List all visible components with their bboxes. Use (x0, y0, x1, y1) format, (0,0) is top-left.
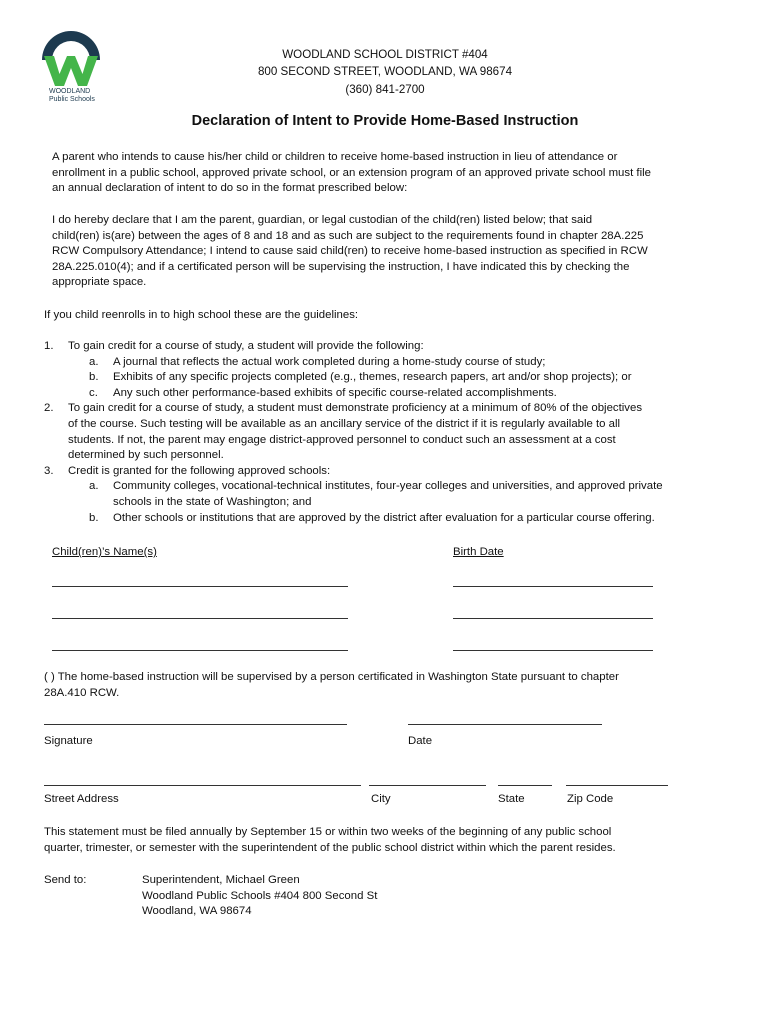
intro-paragraph-1 (52, 150, 722, 197)
sub-letter: a. (89, 355, 99, 368)
street-address-field[interactable] (44, 785, 361, 786)
sub-item (89, 355, 734, 371)
list-item (44, 401, 734, 463)
declaration-paragraph (52, 213, 722, 291)
children-names-label: Child(ren)’s Name(s) (52, 546, 157, 558)
zip-code-label: Zip Code (567, 793, 614, 805)
text-line: quarter, trimester, or semester with the superintendent of the public school district within which the parent resides. (44, 841, 616, 854)
list-number: 2. (44, 402, 54, 415)
list-number: 1. (44, 340, 54, 352)
birth-date-label: Birth Date (453, 546, 504, 558)
list-text (68, 401, 642, 463)
text-line: schools in the state of Washington; and (113, 495, 312, 508)
state-label: State (498, 793, 525, 805)
list-text: Credit is granted for the following approved schools: (68, 464, 331, 477)
child-name-field-2[interactable] (52, 618, 348, 619)
text-line: Superintendent, Michael Green (142, 874, 300, 886)
logo-text-line2: Public Schools (49, 95, 95, 103)
birth-date-field-3[interactable] (453, 650, 653, 651)
sub-text: A journal that reflects the actual work completed during a home-study course of study; (113, 355, 546, 368)
text-line: 28A.410 RCW. (44, 686, 120, 699)
send-to-label: Send to: (44, 874, 87, 886)
birth-date-field-2[interactable] (453, 618, 653, 619)
birth-date-field-1[interactable] (453, 586, 653, 587)
city-field[interactable] (369, 785, 486, 786)
date-field[interactable] (408, 724, 602, 725)
text-line: of the course. Such testing will be available as an ancillary service of the district if it is regularly available to all (68, 417, 621, 430)
signature-field[interactable] (44, 724, 347, 725)
text-line: determined by such personnel. (68, 449, 224, 462)
guidelines-intro: If you child reenrolls in to high school these are the guidelines: (44, 309, 359, 321)
list-number: 3. (44, 464, 54, 477)
text-line: child(ren) is(are) between the ages of 8 and 18 and as such are subject to the requirements found in chapter 28A.225 (52, 229, 644, 242)
text-line: Community colleges, vocational-technical institutes, four-year colleges and universities, and approved private (113, 480, 663, 493)
text-line: students. If not, the parent may engage district-approved personnel to conduct such an assessment at a cost (68, 433, 616, 446)
text-line: enrollment in a public school, approved private school, or an extension program of an approved private school must file (52, 166, 651, 179)
zip-code-field[interactable] (566, 785, 668, 786)
text-line: Woodland, WA 98674 (142, 905, 252, 918)
text-line: To gain credit for a course of study, a student must demonstrate proficiency at a minimum of 80% of the objectives (68, 402, 643, 415)
signature-label: Signature (44, 735, 93, 747)
text-line: Woodland Public Schools #404 800 Second St (142, 889, 378, 902)
district-name: WOODLAND SCHOOL DISTRICT #404 (282, 48, 488, 61)
sub-item (89, 370, 734, 386)
city-label: City (371, 793, 391, 805)
filing-statement (44, 825, 744, 856)
sub-letter: b. (89, 371, 99, 384)
street-address-label: Street Address (44, 793, 119, 805)
sub-letter: c. (89, 386, 98, 399)
logo-text-line1: WOODLAND (49, 88, 91, 95)
district-address: 800 SECOND STREET, WOODLAND, WA 98674 (257, 65, 513, 79)
letterhead (0, 46, 770, 98)
sub-text: Other schools or institutions that are approved by the district after evaluation for a particular course offering. (113, 511, 655, 524)
sub-text (113, 479, 663, 510)
sub-letter: b. (89, 511, 99, 524)
text-line: appropriate space. (52, 276, 147, 289)
list-item (44, 464, 734, 480)
send-to-address (142, 873, 377, 920)
text-line: ( ) The home-based instruction will be supervised by a person certificated in Washington State pursuant to chapter (44, 671, 619, 683)
sub-text: Any such other performance-based exhibits of specific course-related accomplishments. (113, 386, 557, 399)
date-label: Date (408, 735, 433, 747)
sub-item (89, 386, 734, 402)
text-line: This statement must be filed annually by September 15 or within two weeks of the beginning of any public school (44, 826, 612, 838)
sub-item (89, 479, 734, 510)
guidelines-list (44, 339, 734, 526)
child-name-field-3[interactable] (52, 650, 348, 651)
supervision-checkbox[interactable] (44, 670, 744, 701)
list-item (44, 339, 734, 355)
sub-text: Exhibits of any specific projects completed (e.g., themes, research papers, art and/or shop projects); or (113, 371, 632, 384)
district-phone: (360) 841-2700 (345, 82, 425, 96)
text-line: RCW Compulsory Attendance; I intend to cause said child(ren) to receive home-based instruction as specified in RCW (52, 245, 648, 258)
child-name-field-1[interactable] (52, 586, 348, 587)
list-text: To gain credit for a course of study, a student will provide the following: (68, 340, 424, 352)
text-line: I do hereby declare that I am the parent, guardian, or legal custodian of the child(ren) listed below; that said (52, 214, 593, 226)
document-title: Declaration of Intent to Provide Home-Based Instruction (191, 113, 579, 129)
sub-letter: a. (89, 480, 99, 493)
text-line: 28A.225.010(4); and if a certificated person will be supervising the instruction, I have indicated this by checking the (52, 260, 630, 273)
state-field[interactable] (498, 785, 552, 786)
text-line: A parent who intends to cause his/her child or children to receive home-based instruction in lieu of attendance or (52, 151, 618, 163)
sub-item (89, 511, 734, 527)
text-line: an annual declaration of intent to do so in the format prescribed below: (52, 182, 408, 195)
